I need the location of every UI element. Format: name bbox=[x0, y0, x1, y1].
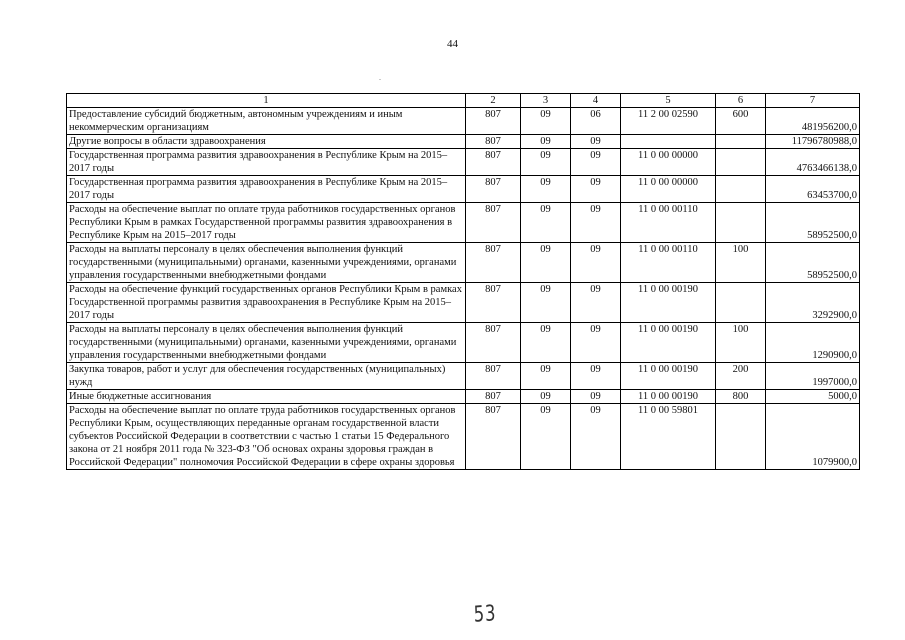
row-subsection-code: 09 bbox=[571, 363, 621, 390]
row-amount: 3292900,0 bbox=[766, 283, 860, 323]
row-target-article bbox=[621, 135, 716, 149]
row-expense-type bbox=[716, 149, 766, 176]
row-target-article: 11 0 00 00110 bbox=[621, 203, 716, 243]
row-admin-code: 807 bbox=[466, 108, 521, 135]
row-section-code: 09 bbox=[521, 149, 571, 176]
row-subsection-code: 09 bbox=[571, 135, 621, 149]
row-target-article: 11 0 00 00190 bbox=[621, 363, 716, 390]
row-description: Расходы на выплаты персоналу в целях обеспечения выполнения функций государственными (муниципальными) органами, казенными учреждениями, органами управления государственными внебюджетными фондами bbox=[67, 323, 466, 363]
row-expense-type bbox=[716, 176, 766, 203]
table-row bbox=[67, 243, 860, 283]
row-admin-code: 807 bbox=[466, 203, 521, 243]
table-row bbox=[67, 135, 860, 149]
row-expense-type: 100 bbox=[716, 243, 766, 283]
row-subsection-code: 09 bbox=[571, 176, 621, 203]
row-description: Расходы на обеспечение выплат по оплате труда работников государственных органов Республики Крым, осуществляющих переданные органам государственной власти субъектов Российской Федерации в соответствии с частью 1 статьи 15 Федерального закона от 21 ноября 2011 года № 323-ФЗ "Об основах охраны здоровья граждан в Российской Федерации" полномочия Российской Федерации в сфере охраны здоровья bbox=[67, 404, 466, 470]
row-target-article: 11 0 00 00190 bbox=[621, 283, 716, 323]
row-subsection-code: 09 bbox=[571, 149, 621, 176]
row-description: Государственная программа развития здравоохранения в Республике Крым на 2015–2017 годы bbox=[67, 149, 466, 176]
row-subsection-code: 09 bbox=[571, 203, 621, 243]
row-target-article: 11 0 00 00110 bbox=[621, 243, 716, 283]
row-subsection-code: 09 bbox=[571, 283, 621, 323]
page-number: 44 bbox=[447, 38, 458, 50]
row-expense-type: 800 bbox=[716, 390, 766, 404]
table-row bbox=[67, 283, 860, 323]
stray-mark: . bbox=[379, 73, 381, 82]
row-amount: 481956200,0 bbox=[766, 108, 860, 135]
header-col-1: 1 bbox=[67, 94, 466, 108]
header-col-3: 3 bbox=[521, 94, 571, 108]
row-description: Расходы на обеспечение функций государственных органов Республики Крым в рамках Государственной программы развития здравоохранения в Республике Крым на 2015–2017 годы bbox=[67, 283, 466, 323]
row-description: Расходы на выплаты персоналу в целях обеспечения выполнения функций государственными (муниципальными) органами, казенными учреждениями, органами управления государственными внебюджетными фондами bbox=[67, 243, 466, 283]
row-target-article: 11 0 00 00190 bbox=[621, 323, 716, 363]
row-amount: 1997000,0 bbox=[766, 363, 860, 390]
header-col-6: 6 bbox=[716, 94, 766, 108]
row-target-article: 11 0 00 59801 bbox=[621, 404, 716, 470]
row-admin-code: 807 bbox=[466, 390, 521, 404]
row-expense-type bbox=[716, 404, 766, 470]
header-col-7: 7 bbox=[766, 94, 860, 108]
row-amount: 58952500,0 bbox=[766, 203, 860, 243]
row-expense-type: 200 bbox=[716, 363, 766, 390]
row-amount: 1290900,0 bbox=[766, 323, 860, 363]
row-admin-code: 807 bbox=[466, 283, 521, 323]
row-subsection-code: 09 bbox=[571, 404, 621, 470]
row-admin-code: 807 bbox=[466, 149, 521, 176]
row-admin-code: 807 bbox=[466, 135, 521, 149]
row-expense-type: 600 bbox=[716, 108, 766, 135]
row-amount: 58952500,0 bbox=[766, 243, 860, 283]
row-description: Государственная программа развития здравоохранения в Республике Крым на 2015–2017 годы bbox=[67, 176, 466, 203]
row-target-article: 11 2 00 02590 bbox=[621, 108, 716, 135]
header-col-5: 5 bbox=[621, 94, 716, 108]
row-admin-code: 807 bbox=[466, 243, 521, 283]
row-description: Иные бюджетные ассигнования bbox=[67, 390, 466, 404]
row-expense-type bbox=[716, 203, 766, 243]
row-expense-type: 100 bbox=[716, 323, 766, 363]
row-description: Закупка товаров, работ и услуг для обеспечения государственных (муниципальных) нужд bbox=[67, 363, 466, 390]
row-subsection-code: 09 bbox=[571, 243, 621, 283]
handwritten-number: 53 bbox=[473, 601, 497, 628]
row-admin-code: 807 bbox=[466, 323, 521, 363]
row-description: Расходы на обеспечение выплат по оплате труда работников государственных органов Республики Крым в рамках Государственной программы развития здравоохранения в Республике Крым на 2015–2017 годы bbox=[67, 203, 466, 243]
row-admin-code: 807 bbox=[466, 363, 521, 390]
row-section-code: 09 bbox=[521, 283, 571, 323]
row-amount: 11796780988,0 bbox=[766, 135, 860, 149]
row-subsection-code: 09 bbox=[571, 323, 621, 363]
row-section-code: 09 bbox=[521, 203, 571, 243]
table-row bbox=[67, 176, 860, 203]
header-row bbox=[67, 94, 860, 108]
row-section-code: 09 bbox=[521, 108, 571, 135]
row-section-code: 09 bbox=[521, 176, 571, 203]
row-amount: 1079900,0 bbox=[766, 404, 860, 470]
row-subsection-code: 09 bbox=[571, 390, 621, 404]
table-row bbox=[67, 108, 860, 135]
table-row bbox=[67, 203, 860, 243]
row-amount: 4763466138,0 bbox=[766, 149, 860, 176]
row-target-article: 11 0 00 00190 bbox=[621, 390, 716, 404]
table-row bbox=[67, 390, 860, 404]
row-target-article: 11 0 00 00000 bbox=[621, 176, 716, 203]
header-col-2: 2 bbox=[466, 94, 521, 108]
row-description: Другие вопросы в области здравоохранения bbox=[67, 135, 466, 149]
table-row bbox=[67, 404, 860, 470]
row-admin-code: 807 bbox=[466, 176, 521, 203]
row-section-code: 09 bbox=[521, 243, 571, 283]
row-expense-type bbox=[716, 135, 766, 149]
row-section-code: 09 bbox=[521, 323, 571, 363]
row-description: Предоставление субсидий бюджетным, автономным учреждениям и иным некоммерческим организациям bbox=[67, 108, 466, 135]
row-section-code: 09 bbox=[521, 135, 571, 149]
row-section-code: 09 bbox=[521, 390, 571, 404]
header-col-4: 4 bbox=[571, 94, 621, 108]
row-target-article: 11 0 00 00000 bbox=[621, 149, 716, 176]
row-section-code: 09 bbox=[521, 363, 571, 390]
budget-table bbox=[66, 93, 860, 470]
table-row bbox=[67, 149, 860, 176]
row-section-code: 09 bbox=[521, 404, 571, 470]
table-row bbox=[67, 363, 860, 390]
row-subsection-code: 06 bbox=[571, 108, 621, 135]
row-admin-code: 807 bbox=[466, 404, 521, 470]
row-amount: 63453700,0 bbox=[766, 176, 860, 203]
table-row bbox=[67, 323, 860, 363]
row-amount: 5000,0 bbox=[766, 390, 860, 404]
row-expense-type bbox=[716, 283, 766, 323]
